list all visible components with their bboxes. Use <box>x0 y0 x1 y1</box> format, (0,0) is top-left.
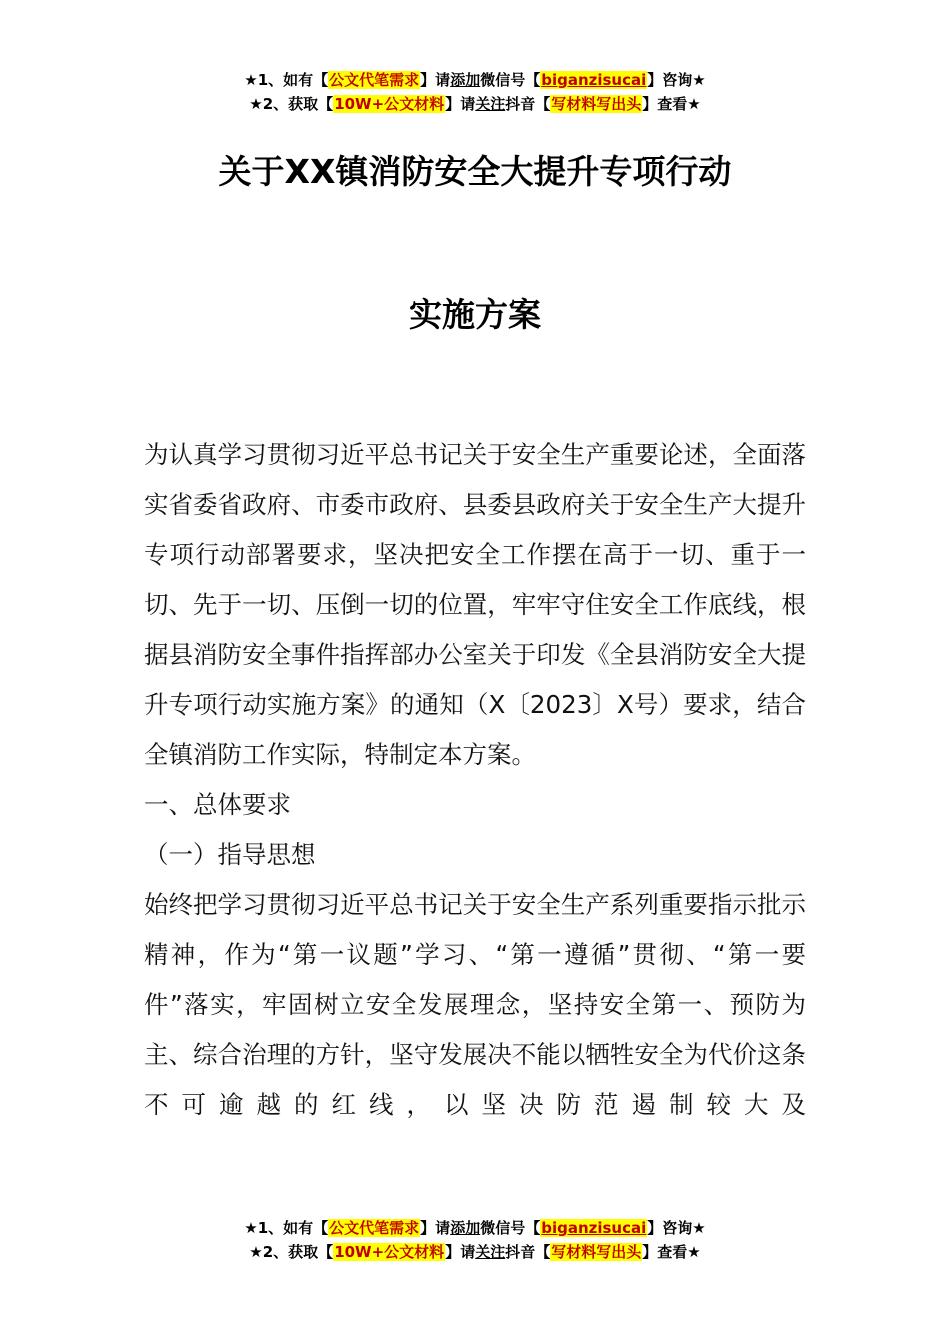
banner-line-1 <box>0 1216 950 1240</box>
wechat-id-link[interactable]: biganzisucai <box>541 1219 647 1237</box>
banner-emphasis: 添加 <box>450 1219 481 1237</box>
banner-emphasis: 关注 <box>475 95 506 113</box>
banner-text: 】请 <box>420 71 451 89</box>
banner-text: 】请 <box>445 95 476 113</box>
paragraph-guiding-thought: 始终把学习贯彻习近平总书记关于安全生产系列重要指示批示精神，作为“第一议题”学习、“第一遵循”贯彻、“第一要件”落实，牢固树立安全发展理念，坚持安全第一、预防为主、综合治理的方针，坚守发展决不能以牺牲安全为代价这条不可逾越的红线，以坚决防范遏制较大及 <box>144 890 806 1119</box>
banner-text: 】请 <box>420 1219 451 1237</box>
banner-highlight: 10W+公文材料 <box>334 1243 445 1261</box>
banner-emphasis: 关注 <box>475 1243 506 1261</box>
banner-text: 】请 <box>445 1243 476 1261</box>
subsection-heading: （一）指导思想 <box>144 840 316 869</box>
banner-text: 】查看★ <box>642 95 701 113</box>
banner-text: ★2、获取【 <box>249 95 334 113</box>
banner-text: 】咨询★ <box>647 1219 706 1237</box>
banner-text: 微信号【 <box>480 1219 541 1237</box>
footer-banner <box>0 1216 950 1264</box>
banner-highlight: 公文代笔需求 <box>329 1219 420 1237</box>
banner-highlight: 10W+公文材料 <box>334 95 445 113</box>
banner-text: ★1、如有【 <box>244 71 329 89</box>
banner-highlight: 写材料写出头 <box>551 1243 642 1261</box>
banner-highlight: 写材料写出头 <box>551 95 642 113</box>
banner-text: 抖音【 <box>505 95 551 113</box>
section-heading: 一、总体要求 <box>144 790 291 819</box>
banner-text: 微信号【 <box>480 71 541 89</box>
banner-text: 抖音【 <box>505 1243 551 1261</box>
document-subtitle: 实施方案 <box>409 295 541 334</box>
banner-text: 】咨询★ <box>647 71 706 89</box>
document-title: 关于XX镇消防安全大提升专项行动 <box>218 152 732 191</box>
banner-text: 】查看★ <box>642 1243 701 1261</box>
wechat-id-link[interactable]: biganzisucai <box>541 71 647 89</box>
paragraph-intro: 为认真学习贯彻习近平总书记关于安全生产重要论述，全面落实省委省政府、市委市政府、县委县政府关于安全生产大提升专项行动部署要求，坚决把安全工作摆在高于一切、重于一切、先于一切、压倒一切的位置，牢牢守住安全工作底线，根据县消防安全事件指挥部办公室关于印发《全县消防安全大提升专项行动实施方案》的通知（X〔2023〕X号）要求，结合全镇消防工作实际，特制定本方案。 <box>144 440 806 769</box>
banner-line-1 <box>0 68 950 92</box>
banner-emphasis: 添加 <box>450 71 481 89</box>
header-banner <box>0 68 950 116</box>
banner-line-2 <box>0 92 950 116</box>
banner-line-2 <box>0 1240 950 1264</box>
banner-text: ★1、如有【 <box>244 1219 329 1237</box>
banner-text: ★2、获取【 <box>249 1243 334 1261</box>
document-body <box>144 430 806 1130</box>
banner-highlight: 公文代笔需求 <box>329 71 420 89</box>
